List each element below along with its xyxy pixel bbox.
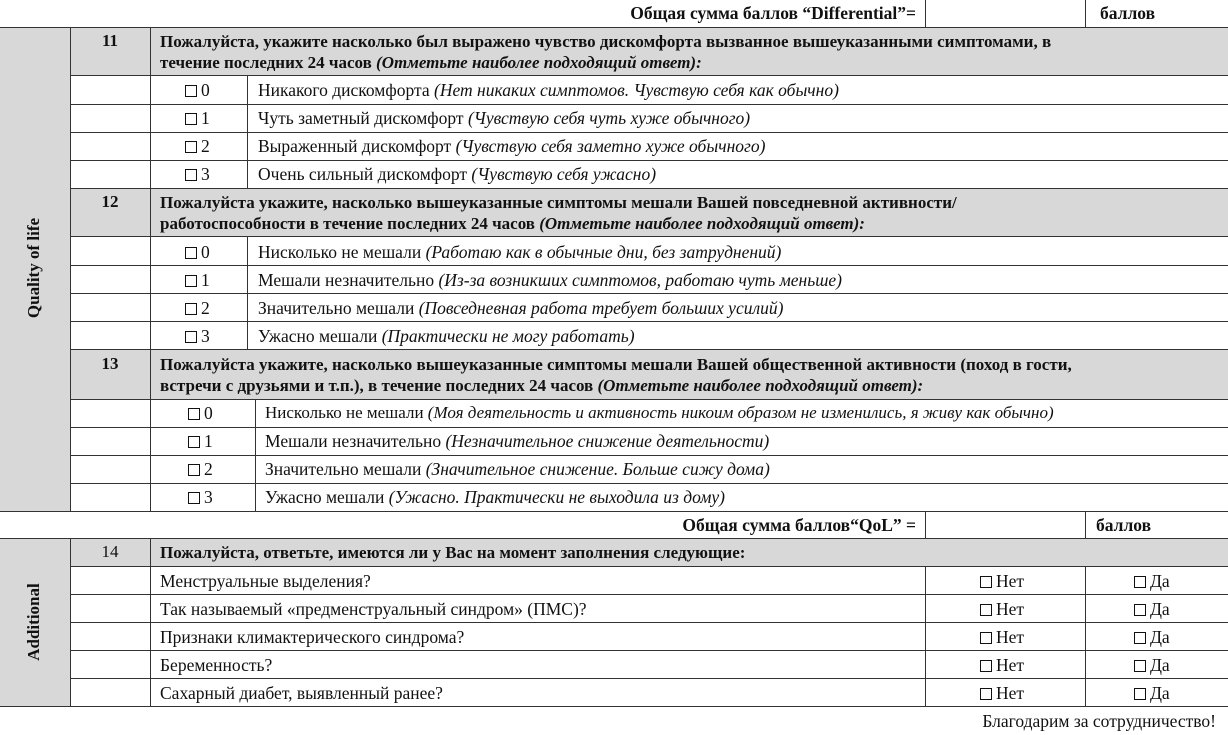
checkbox-icon [980, 632, 992, 644]
q11-hint: (Отметьте наиболее подходящий ответ): [376, 53, 702, 72]
q14-item-2-label: Признаки климактерического синдрома? [160, 627, 465, 647]
checkbox-icon [185, 331, 197, 343]
q12-option-1-checkbox[interactable]: 1 [185, 270, 210, 290]
q13-hint: (Отметьте наиболее подходящий ответ): [597, 376, 924, 395]
q14-question: Пожалуйста, ответьте, имеются ли у Вас на момент заполнения следующие: [160, 543, 746, 562]
checkbox-icon [185, 247, 197, 259]
q11-number: 11 [101, 31, 119, 50]
checkbox-icon [1134, 660, 1146, 672]
q11-option-2-text: Выраженный дискомфорт (Чувствую себя заметно хуже обычного) [258, 136, 766, 156]
q13-number: 13 [101, 354, 119, 373]
q13-text-line2: встречи с друзьями и т.п.), в течение последних 24 часов [160, 376, 594, 395]
checkbox-icon [185, 85, 197, 97]
q12-option-3-text: Ужасно мешали (Практически не могу работать) [258, 326, 635, 346]
q13-option-2-checkbox[interactable]: 2 [188, 459, 213, 479]
q11-option-3-text: Очень сильный дискомфорт (Чувствую себя ужасно) [258, 164, 657, 184]
q14-item-1-no[interactable]: Нет [980, 599, 1024, 619]
q12-hint: (Отметьте наиболее подходящий ответ): [539, 214, 865, 233]
q13-option-2-text: Значительно мешали (Значительное снижение. Больше сижу дома) [265, 459, 770, 479]
q14-item-0-label: Менструальные выделения? [160, 571, 371, 591]
q11-option-1-text: Чуть заметный дискомфорт (Чувствую себя чуть хуже обычного) [258, 108, 751, 128]
q12-option-0-checkbox[interactable]: 0 [185, 242, 210, 262]
q12-option-2-checkbox[interactable]: 2 [185, 298, 210, 318]
quality-of-life-label: Quality of life [24, 217, 43, 319]
q13-option-3-checkbox[interactable]: 3 [188, 487, 213, 507]
q14-item-3-no[interactable]: Нет [980, 655, 1024, 675]
checkbox-icon [185, 275, 197, 287]
q13-option-1-checkbox[interactable]: 1 [188, 431, 213, 451]
checkbox-icon [188, 408, 200, 420]
q13-option-0-text: Нисколько не мешали (Моя деятельность и активность никоим образом не изменились, я живу как обычно) [265, 403, 1054, 422]
q11-text-line2: течение последних 24 часов [160, 53, 372, 72]
q12-option-0-text: Нисколько не мешали (Работаю как в обычные дни, без затруднений) [258, 242, 782, 262]
differential-total-unit: баллов [1100, 3, 1156, 23]
q12-number: 12 [101, 192, 119, 211]
q13-option-3-text: Ужасно мешали (Ужасно. Практически не выходила из дому) [265, 487, 725, 507]
q14-item-4-no[interactable]: Нет [980, 683, 1024, 703]
additional-label: Additional [24, 583, 43, 661]
q14-item-2-yes[interactable]: Да [1134, 627, 1170, 647]
checkbox-icon [1134, 576, 1146, 588]
checkbox-icon [185, 169, 197, 181]
checkbox-icon [980, 660, 992, 672]
checkbox-icon [980, 576, 992, 588]
checkbox-icon [185, 141, 197, 153]
q12-option-2-text: Значительно мешали (Повседневная работа требует больших усилий) [258, 298, 784, 318]
q14-number: 14 [101, 542, 119, 561]
checkbox-icon [980, 688, 992, 700]
q12-option-1-text: Мешали незначительно (Из-за возникших симптомов, работаю чуть меньше) [258, 270, 842, 290]
checkbox-icon [188, 464, 200, 476]
q12-question [160, 192, 957, 234]
differential-total-field[interactable] [926, 1, 1084, 26]
q14-item-4-yes[interactable]: Да [1134, 683, 1170, 703]
q14-item-4-label: Сахарный диабет, выявленный ранее? [160, 683, 443, 703]
q12-text-line1: Пожалуйста укажите, насколько вышеуказанные симптомы мешали Вашей повседневной активности/ [160, 193, 957, 212]
q14-item-1-label: Так называемый «предменструальный синдром» (ПМС)? [160, 599, 587, 619]
q11-option-0-checkbox[interactable]: 0 [185, 80, 210, 100]
qol-total-field[interactable] [926, 512, 1084, 537]
q11-option-1-checkbox[interactable]: 1 [185, 108, 210, 128]
q13-question [160, 354, 1072, 396]
q11-text-line1: Пожалуйста, укажите насколько был выражено чувство дискомфорта вызванное вышеуказанными симптомами, в [160, 32, 1052, 51]
q12-option-3-checkbox[interactable]: 3 [185, 326, 210, 346]
checkbox-icon [1134, 632, 1146, 644]
q14-item-0-no[interactable]: Нет [980, 571, 1024, 591]
checkbox-icon [185, 113, 197, 125]
q11-question [160, 31, 1051, 73]
q14-item-0-yes[interactable]: Да [1134, 571, 1170, 591]
checkbox-icon [980, 604, 992, 616]
q14-item-2-no[interactable]: Нет [980, 627, 1024, 647]
q14-item-3-label: Беременность? [160, 655, 273, 675]
q11-option-2-checkbox[interactable]: 2 [185, 136, 210, 156]
q14-item-3-yes[interactable]: Да [1134, 655, 1170, 675]
qol-total-label: Общая сумма баллов“QoL” = [682, 515, 916, 535]
checkbox-icon [1134, 604, 1146, 616]
checkbox-icon [188, 436, 200, 448]
q11-option-0-text: Никакого дискомфорта (Нет никаких симптомов. Чувствую себя как обычно) [258, 80, 839, 100]
differential-total-label: Общая сумма баллов “Differential”= [630, 3, 916, 23]
q12-text-line2: работоспособности в течение последних 24 часов [160, 214, 535, 233]
checkbox-icon [185, 303, 197, 315]
footer-thanks: Благодарим за сотрудничество! [982, 711, 1216, 731]
qol-total-unit: баллов [1096, 515, 1152, 535]
q13-option-0-checkbox[interactable]: 0 [188, 403, 213, 423]
q13-option-1-text: Мешали незначительно (Незначительное снижение деятельности) [265, 431, 770, 451]
q13-text-line1: Пожалуйста укажите, насколько вышеуказанные симптомы мешали Вашей общественной активности (поход в гости, [160, 355, 1072, 374]
checkbox-icon [1134, 688, 1146, 700]
q14-item-1-yes[interactable]: Да [1134, 599, 1170, 619]
q11-option-3-checkbox[interactable]: 3 [185, 164, 210, 184]
checkbox-icon [188, 492, 200, 504]
